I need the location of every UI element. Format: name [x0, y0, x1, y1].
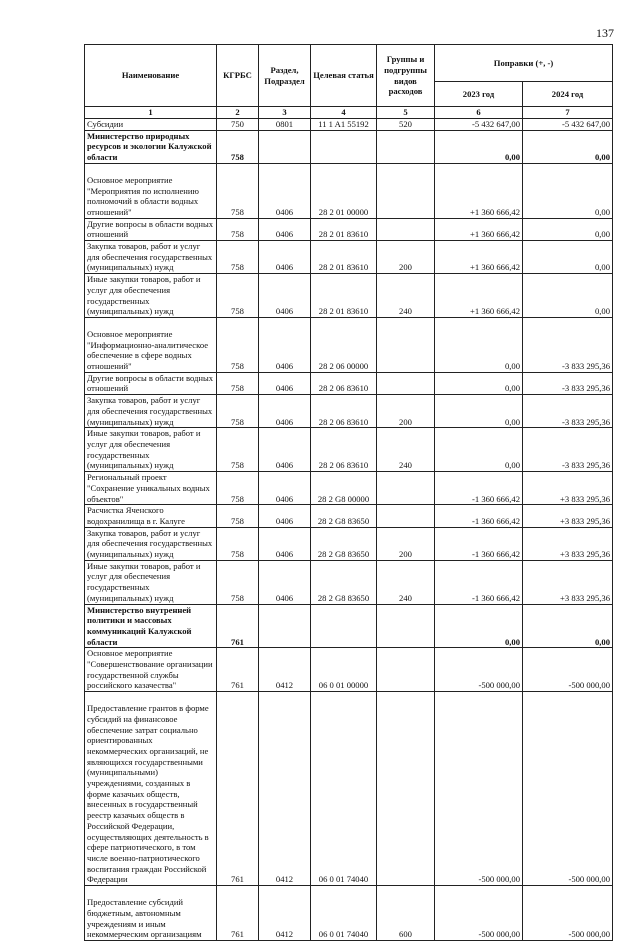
cell-target: 06 0 01 00000 [311, 648, 377, 692]
cell-amount-2023: 0,00 [435, 130, 523, 163]
cell-amount-2023: 0,00 [435, 395, 523, 428]
cell-group [377, 218, 435, 240]
table-row [85, 472, 613, 505]
cell-target: 28 2 01 83610 [311, 218, 377, 240]
column-number: 4 [311, 107, 377, 119]
cell-kgrbs: 761 [217, 886, 259, 941]
cell-amount-2023: -1 360 666,42 [435, 527, 523, 560]
cell-name: Основное мероприятие "Мероприятия по исполнению полномочий в области водных отношений" [85, 163, 217, 218]
cell-section [259, 130, 311, 163]
header-groups: Группы и подгруппы видов расходов [377, 45, 435, 107]
cell-section: 0406 [259, 560, 311, 604]
cell-name: Закупка товаров, работ и услуг для обеспечения государственных (муниципальных) нужд [85, 241, 217, 274]
cell-name: Предоставление субсидий бюджетным, автономным учреждениям и иным некоммерческим организациям [85, 886, 217, 941]
cell-kgrbs: 758 [217, 317, 259, 372]
cell-amount-2023: 0,00 [435, 428, 523, 472]
cell-name: Министерство внутренней политики и массовых коммуникаций Калужской области [85, 604, 217, 648]
cell-section: 0406 [259, 163, 311, 218]
cell-kgrbs: 758 [217, 274, 259, 318]
cell-kgrbs: 758 [217, 395, 259, 428]
cell-amount-2023: -500 000,00 [435, 692, 523, 886]
cell-kgrbs: 761 [217, 692, 259, 886]
cell-target: 28 2 01 83610 [311, 241, 377, 274]
cell-kgrbs: 758 [217, 163, 259, 218]
cell-name: Закупка товаров, работ и услуг для обеспечения государственных (муниципальных) нужд [85, 527, 217, 560]
cell-target: 28 2 01 00000 [311, 163, 377, 218]
header-target: Целевая статья [311, 45, 377, 107]
cell-group: 520 [377, 119, 435, 131]
page-number: 137 [596, 26, 614, 40]
cell-amount-2024: 0,00 [523, 274, 613, 318]
header-amendments: Поправки (+, -) [435, 45, 613, 82]
cell-target: 28 2 06 83610 [311, 372, 377, 394]
cell-section: 0406 [259, 274, 311, 318]
cell-amount-2024: -500 000,00 [523, 886, 613, 941]
cell-target: 28 2 G8 83650 [311, 505, 377, 527]
cell-section [259, 604, 311, 648]
cell-name: Предоставление грантов в форме субсидий на финансовое обеспечение затрат социально ориентированных некоммерческих организаций, не являющихся государственными (муниципальными) учреждениями, созданных в форме казачьих обществ, внесенных в государственный реестр казачьих обществ в Российской Федерации, осуществляющих деятельность в сфере патриотического, в том числе военно-патриотического воспитания граждан Российской Федерации [85, 692, 217, 886]
cell-amount-2024: -3 833 295,36 [523, 317, 613, 372]
table-row [85, 241, 613, 274]
cell-kgrbs: 761 [217, 604, 259, 648]
table-row [85, 428, 613, 472]
cell-section: 0406 [259, 428, 311, 472]
cell-name: Министерство природных ресурсов и экологии Калужской области [85, 130, 217, 163]
table-row [85, 604, 613, 648]
table-row [85, 527, 613, 560]
cell-target: 11 1 A1 55192 [311, 119, 377, 131]
cell-group [377, 163, 435, 218]
cell-amount-2023: -500 000,00 [435, 648, 523, 692]
table-row [85, 505, 613, 527]
cell-group [377, 472, 435, 505]
cell-amount-2024: 0,00 [523, 241, 613, 274]
cell-group: 200 [377, 527, 435, 560]
cell-kgrbs: 758 [217, 428, 259, 472]
cell-kgrbs: 758 [217, 472, 259, 505]
cell-group: 240 [377, 274, 435, 318]
cell-amount-2024: +3 833 295,36 [523, 472, 613, 505]
cell-amount-2024: +3 833 295,36 [523, 560, 613, 604]
cell-target: 28 2 06 00000 [311, 317, 377, 372]
table-row [85, 317, 613, 372]
cell-group [377, 372, 435, 394]
table-row [85, 163, 613, 218]
cell-target: 28 2 06 83610 [311, 428, 377, 472]
column-number: 2 [217, 107, 259, 119]
column-number: 3 [259, 107, 311, 119]
cell-amount-2024: 0,00 [523, 163, 613, 218]
table-row [85, 372, 613, 394]
cell-kgrbs: 758 [217, 560, 259, 604]
cell-name: Другие вопросы в области водных отношений [85, 372, 217, 394]
budget-amendments-table [84, 44, 613, 941]
column-number: 7 [523, 107, 613, 119]
table-row [85, 130, 613, 163]
cell-section: 0406 [259, 395, 311, 428]
header-year-2024: 2024 год [523, 82, 613, 107]
cell-amount-2023: 0,00 [435, 604, 523, 648]
cell-name: Субсидии [85, 119, 217, 131]
cell-kgrbs: 758 [217, 372, 259, 394]
cell-target: 28 2 G8 83650 [311, 527, 377, 560]
cell-amount-2024: 0,00 [523, 604, 613, 648]
cell-kgrbs: 761 [217, 648, 259, 692]
cell-section: 0406 [259, 218, 311, 240]
header-section: Раздел, Подраздел [259, 45, 311, 107]
cell-name: Основное мероприятие "Информационно-аналитическое обеспечение в сфере водных отношений" [85, 317, 217, 372]
cell-group: 200 [377, 395, 435, 428]
cell-group [377, 317, 435, 372]
cell-amount-2024: -3 833 295,36 [523, 428, 613, 472]
table-body [85, 119, 613, 941]
cell-target: 28 2 G8 83650 [311, 560, 377, 604]
cell-amount-2023: +1 360 666,42 [435, 163, 523, 218]
cell-kgrbs: 758 [217, 505, 259, 527]
cell-section: 0406 [259, 317, 311, 372]
cell-section: 0406 [259, 372, 311, 394]
cell-amount-2024: -500 000,00 [523, 692, 613, 886]
cell-section: 0406 [259, 527, 311, 560]
header-name: Наименование [85, 45, 217, 107]
header-kgrbs: КГРБС [217, 45, 259, 107]
table-row [85, 648, 613, 692]
cell-name: Иные закупки товаров, работ и услуг для обеспечения государственных (муниципальных) нужд [85, 428, 217, 472]
header-year-2023: 2023 год [435, 82, 523, 107]
cell-amount-2024: -3 833 295,36 [523, 372, 613, 394]
cell-amount-2024: +3 833 295,36 [523, 527, 613, 560]
cell-amount-2024: -3 833 295,36 [523, 395, 613, 428]
cell-group: 600 [377, 886, 435, 941]
cell-name: Региональный проект "Сохранение уникальных водных объектов" [85, 472, 217, 505]
cell-kgrbs: 750 [217, 119, 259, 131]
cell-group [377, 648, 435, 692]
cell-target: 06 0 01 74040 [311, 692, 377, 886]
cell-section: 0406 [259, 241, 311, 274]
table-row [85, 274, 613, 318]
table-header-row [85, 45, 613, 82]
column-number: 5 [377, 107, 435, 119]
cell-name: Закупка товаров, работ и услуг для обеспечения государственных (муниципальных) нужд [85, 395, 217, 428]
cell-amount-2023: -1 360 666,42 [435, 472, 523, 505]
cell-amount-2024: +3 833 295,36 [523, 505, 613, 527]
cell-amount-2023: 0,00 [435, 317, 523, 372]
cell-target: 28 2 06 83610 [311, 395, 377, 428]
cell-group [377, 130, 435, 163]
cell-amount-2024: -5 432 647,00 [523, 119, 613, 131]
cell-amount-2023: +1 360 666,42 [435, 241, 523, 274]
cell-group [377, 604, 435, 648]
cell-group [377, 692, 435, 886]
cell-amount-2023: -5 432 647,00 [435, 119, 523, 131]
cell-amount-2024: -500 000,00 [523, 648, 613, 692]
cell-name: Иные закупки товаров, работ и услуг для обеспечения государственных (муниципальных) нужд [85, 560, 217, 604]
cell-target: 28 2 01 83610 [311, 274, 377, 318]
cell-kgrbs: 758 [217, 218, 259, 240]
cell-group: 240 [377, 428, 435, 472]
cell-target [311, 130, 377, 163]
cell-group [377, 505, 435, 527]
cell-name: Расчистка Яченского водохранилища в г. Калуге [85, 505, 217, 527]
table-row [85, 218, 613, 240]
cell-group: 200 [377, 241, 435, 274]
cell-name: Иные закупки товаров, работ и услуг для обеспечения государственных (муниципальных) нужд [85, 274, 217, 318]
cell-amount-2023: +1 360 666,42 [435, 274, 523, 318]
cell-section: 0412 [259, 692, 311, 886]
cell-kgrbs: 758 [217, 527, 259, 560]
cell-amount-2023: 0,00 [435, 372, 523, 394]
cell-name: Другие вопросы в области водных отношений [85, 218, 217, 240]
cell-section: 0801 [259, 119, 311, 131]
cell-amount-2023: -1 360 666,42 [435, 560, 523, 604]
table-row [85, 395, 613, 428]
cell-amount-2024: 0,00 [523, 130, 613, 163]
cell-section: 0412 [259, 886, 311, 941]
column-numbers-row [85, 107, 613, 119]
cell-target: 06 0 01 74040 [311, 886, 377, 941]
cell-kgrbs: 758 [217, 130, 259, 163]
cell-amount-2023: -500 000,00 [435, 886, 523, 941]
table-row [85, 560, 613, 604]
cell-amount-2024: 0,00 [523, 218, 613, 240]
cell-section: 0412 [259, 648, 311, 692]
cell-section: 0406 [259, 472, 311, 505]
cell-name: Основное мероприятие "Совершенствование организации государственной службы российского казачества" [85, 648, 217, 692]
cell-amount-2023: -1 360 666,42 [435, 505, 523, 527]
table-row [85, 119, 613, 131]
table-row [85, 692, 613, 886]
cell-target: 28 2 G8 00000 [311, 472, 377, 505]
cell-group: 240 [377, 560, 435, 604]
column-number: 6 [435, 107, 523, 119]
cell-kgrbs: 758 [217, 241, 259, 274]
cell-target [311, 604, 377, 648]
table-row [85, 886, 613, 941]
column-number: 1 [85, 107, 217, 119]
cell-section: 0406 [259, 505, 311, 527]
cell-amount-2023: +1 360 666,42 [435, 218, 523, 240]
